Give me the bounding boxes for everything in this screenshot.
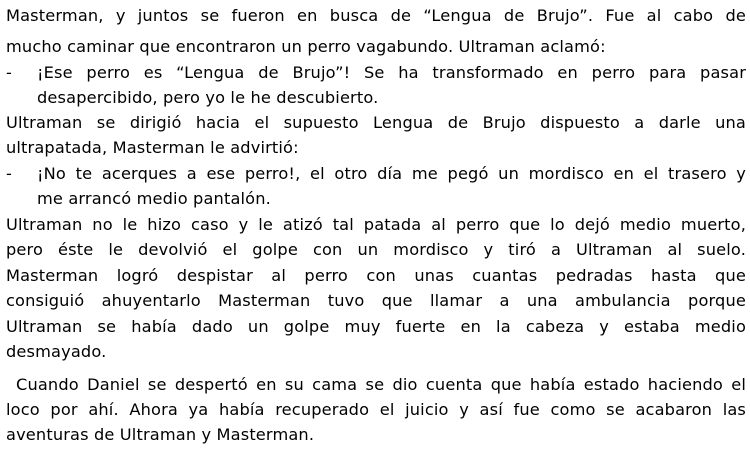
text-line-7: ¡No te acerques a ese perro!, el otro día me pegó un mordisco en el trasero y — [37, 164, 746, 183]
bullet-dash: - — [6, 164, 12, 183]
text-line-6: ultrapatada, Masterman le advirtió: — [6, 138, 299, 157]
text-line-16: loco por ahí. Ahora ya había recuperado el juicio y así fue como se acabaron las — [6, 400, 746, 419]
text-line-12: consiguió ahuyentarlo Masterman tuvo que llamar a una ambulancia porque — [6, 291, 746, 310]
text-line-5: Ultraman se dirigió hacia el supuesto Lengua de Brujo dispuesto a darle una — [6, 113, 746, 132]
text-line-14: desmayado. — [6, 342, 107, 361]
text-line-1: Masterman, y juntos se fueron en busca de “Lengua de Brujo”. Fue al cabo de — [6, 6, 746, 25]
text-line-3: ¡Ese perro es “Lengua de Brujo”! Se ha transformado en perro para pasar — [37, 63, 746, 82]
text-line-17: aventuras de Ultraman y Masterman. — [6, 425, 315, 444]
text-line-8: me arrancó medio pantalón. — [37, 189, 271, 208]
text-line-4: desapercibido, pero yo le he descubierto. — [37, 88, 379, 107]
text-line-15: Cuando Daniel se despertó en su cama se dio cuenta que había estado haciendo el — [16, 375, 746, 394]
text-line-13: Ultraman se había dado un golpe muy fuerte en la cabeza y estaba medio — [6, 317, 746, 336]
bullet-dash: - — [6, 63, 12, 82]
text-line-2: mucho caminar que encontraron un perro vagabundo. Ultraman aclamó: — [6, 37, 606, 56]
text-line-9: Ultraman no le hizo caso y le atizó tal patada al perro que lo dejó medio muerto, — [6, 215, 746, 234]
text-line-11: Masterman logró despistar al perro con unas cuantas pedradas hasta que — [6, 266, 746, 285]
text-line-10: pero éste le devolvió el golpe con un mordisco y tiró a Ultraman al suelo. — [6, 240, 746, 259]
